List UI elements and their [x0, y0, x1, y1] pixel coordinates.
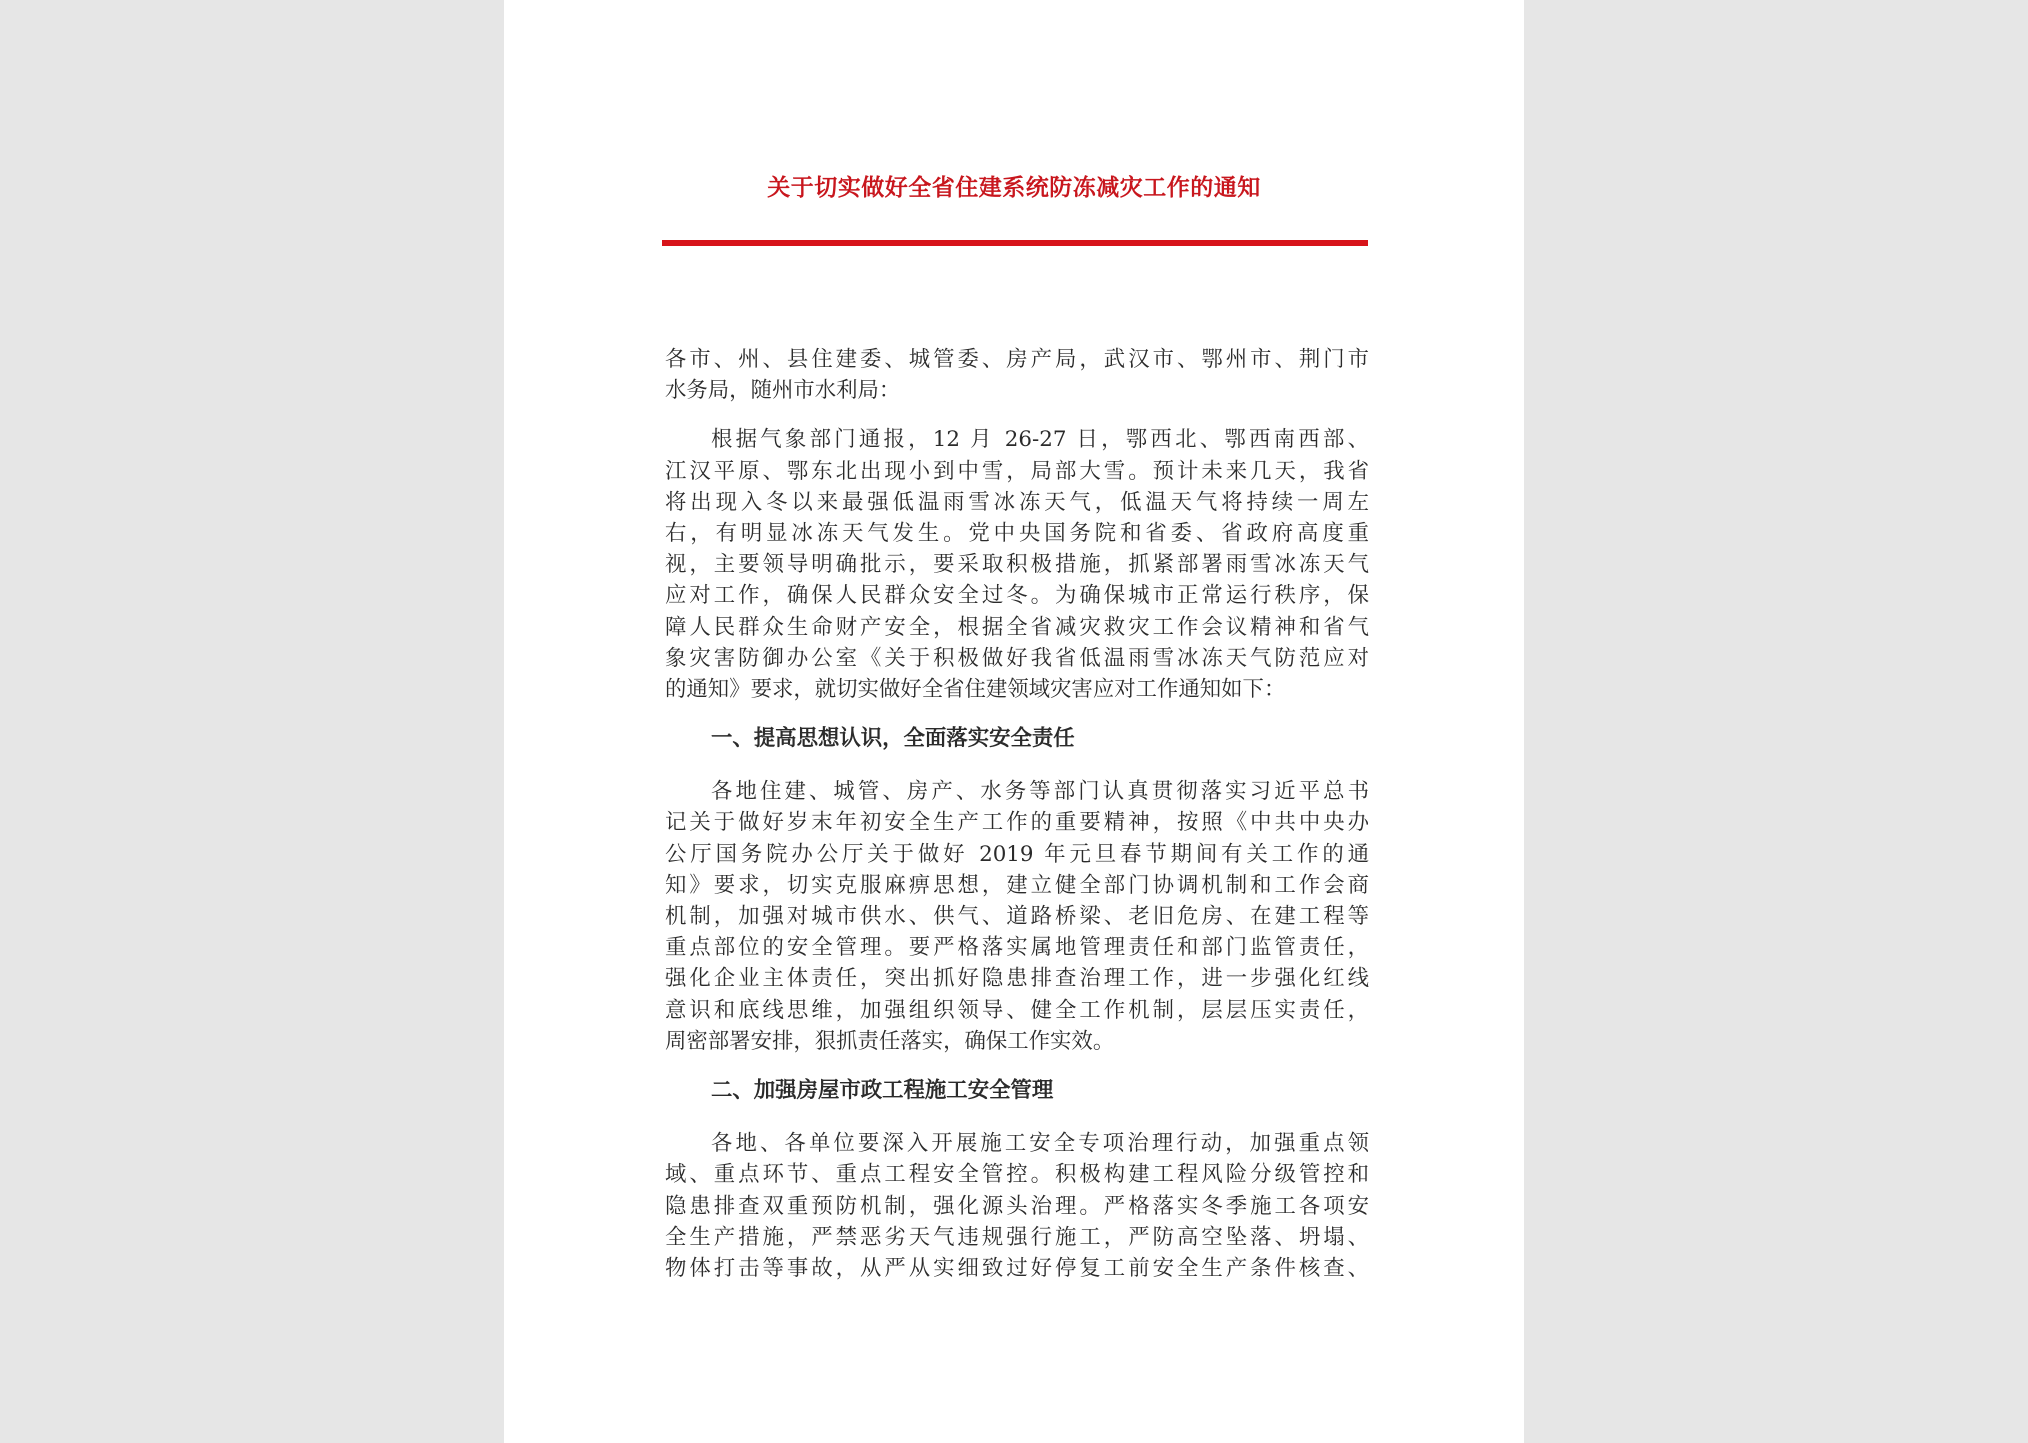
- paragraph-line: 视，主要领导明确批示，要采取积极措施，抓紧部署雨雪冰冻天气: [665, 552, 1369, 578]
- paragraph-line: 各地、各单位要深入开展施工安全专项治理行动，加强重点领: [711, 1131, 1369, 1157]
- paragraph-line: 将出现入冬以来最强低温雨雪冰冻天气，低温天气将持续一周左: [665, 489, 1369, 515]
- paragraph-line: 象灾害防御办公室《关于积极做好我省低温雨雪冰冻天气防范应对: [665, 645, 1369, 671]
- paragraph-line: 周密部署安排，狠抓责任落实，确保工作实效。: [665, 1028, 1115, 1054]
- paragraph-line: 隐患排查双重预防机制，强化源头治理。严格落实冬季施工各项安: [665, 1193, 1369, 1219]
- paragraph-intro: [665, 424, 1369, 705]
- paragraph-line: 江汉平原、鄂东北出现小到中雪，局部大雪。预计未来几天，我省: [665, 458, 1369, 484]
- section-heading-1: 一、提高思想认识，全面落实安全责任: [711, 726, 1075, 752]
- paragraph-line: 的通知》要求，就切实做好全省住建领域灾害应对工作通知如下：: [665, 676, 1286, 702]
- paragraph-line: 意识和底线思维，加强组织领导、健全工作机制，层层压实责任，: [665, 997, 1369, 1023]
- section-heading-2: 二、加强房屋市政工程施工安全管理: [711, 1077, 1054, 1103]
- paragraph-line: 知》要求，切实克服麻痹思想，建立健全部门协调机制和工作会商: [665, 872, 1369, 898]
- paragraph-line: 强化企业主体责任，突出抓好隐患排查治理工作，进一步强化红线: [665, 966, 1369, 992]
- paragraph-line: 障人民群众生命财产安全，根据全省减灾救灾工作会议精神和省气: [665, 614, 1369, 640]
- salutation: [665, 344, 1369, 406]
- document-page: [504, 0, 1524, 1443]
- paragraph-line: 根据气象部门通报，12 月 26-27 日，鄂西北、鄂西南西部、: [711, 427, 1369, 453]
- paragraph-section-1: [665, 776, 1369, 1057]
- paragraph-line: 机制，加强对城市供水、供气、道路桥梁、老旧危房、在建工程等: [665, 904, 1369, 929]
- paragraph-line: 物体打击等事故，从严从实细致过好停复工前安全生产条件核查、: [665, 1255, 1369, 1281]
- paragraph-line: 应对工作，确保人民群众安全过冬。为确保城市正常运行秩序，保: [665, 583, 1369, 609]
- salutation-line: 水务局，随州市水利局：: [665, 378, 901, 404]
- document-body: [665, 344, 1369, 1302]
- paragraph-line: 记关于做好岁末年初安全生产工作的重要精神，按照《中共中央办: [665, 810, 1369, 836]
- paragraph-line: 全生产措施，严禁恶劣天气违规强行施工，严防高空坠落、坍塌、: [665, 1224, 1369, 1250]
- red-header-rule: [662, 240, 1368, 246]
- paragraph-line: 域、重点环节、重点工程安全管控。积极构建工程风险分级管控和: [665, 1162, 1369, 1188]
- document-title: 关于切实做好全省住建系统防冻减灾工作的通知: [767, 174, 1261, 201]
- salutation-line: 各市、州、县住建委、城管委、房产局，武汉市、鄂州市、荆门市: [665, 347, 1369, 372]
- paragraph-line: 各地住建、城管、房产、水务等部门认真贯彻落实习近平总书: [711, 779, 1369, 805]
- paragraph-line: 重点部位的安全管理。要严格落实属地管理责任和部门监管责任，: [665, 935, 1369, 961]
- paragraph-line: 右，有明显冰冻天气发生。党中央国务院和省委、省政府高度重: [665, 520, 1369, 546]
- paragraph-section-2: [665, 1128, 1369, 1284]
- paragraph-line: 公厅国务院办公厅关于做好 2019 年元旦春节期间有关工作的通: [665, 841, 1369, 867]
